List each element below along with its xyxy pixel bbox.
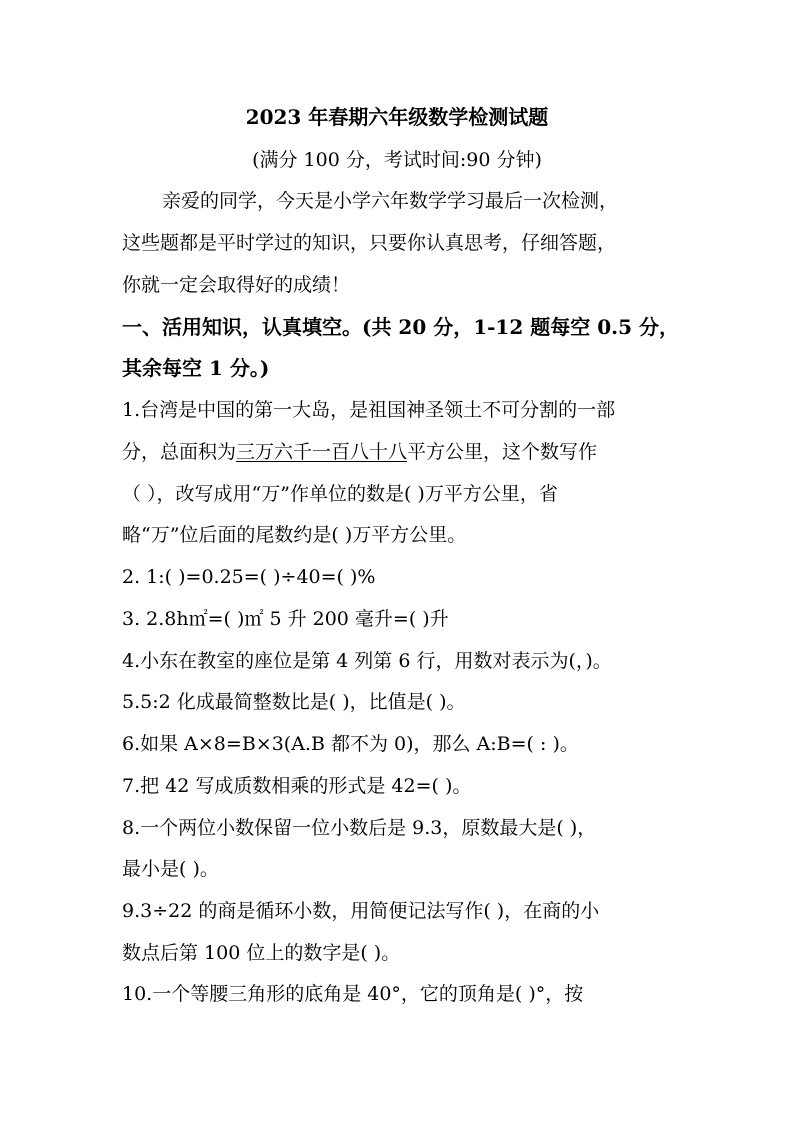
question-3: 3. 2.8h㎡=( )㎡ 5 升 200 毫升=( )升 bbox=[122, 608, 449, 630]
question-1-line-1: 1.台湾是中国的第一大岛，是祖国神圣领土不可分割的一部 bbox=[122, 399, 616, 421]
question-1-line-3: （ ），改写成用“万”作单位的数是( )万平方公里，省 bbox=[122, 483, 558, 505]
question-1-line-2-post: 平方公里，这个数写作 bbox=[407, 441, 598, 463]
question-6: 6.如果 A×8=B×3(A.B 都不为 0)，那么 A:B=( : )。 bbox=[122, 733, 579, 755]
exam-title: 2023 年春期六年级数学检测试题 bbox=[245, 105, 549, 129]
question-2: 2. 1:( )=0.25=( )÷40=( )% bbox=[122, 566, 376, 588]
question-8-line-1: 8.一个两位小数保留一位小数后是 9.3，原数最大是( )， bbox=[122, 817, 597, 839]
question-1-underlined-number: 三万六千一百八十八 bbox=[236, 441, 408, 463]
section1-heading-line-1: 一、活用知识，认真填空。(共 20 分，1-12 题每空 0.5 分， bbox=[122, 315, 679, 339]
exam-subtitle: (满分 100 分，考试时间:90 分钟) bbox=[252, 149, 542, 171]
question-1-line-2 bbox=[122, 440, 682, 464]
question-1-line-2-pre: 分，总面积为 bbox=[122, 441, 237, 463]
intro-line-1: 亲爱的同学，今天是小学六年数学学习最后一次检测， bbox=[162, 190, 619, 212]
question-1-line-4: 略“万”位后面的尾数约是( )万平方公里。 bbox=[122, 524, 467, 546]
question-8-line-2: 最小是( )。 bbox=[122, 858, 219, 880]
question-7: 7.把 42 写成质数相乘的形式是 42=( )。 bbox=[122, 775, 472, 797]
intro-line-2: 这些题都是平时学过的知识，只要你认真思考，仔细答题， bbox=[122, 232, 617, 254]
question-5: 5.5:2 化成最简整数比是( )，比值是( )。 bbox=[122, 691, 466, 713]
section1-heading-line-2: 其余每空 1 分。) bbox=[122, 356, 270, 380]
question-10-line-1: 10.一个等腰三角形的底角是 40°，它的顶角是( )°，按 bbox=[122, 983, 584, 1005]
question-4: 4.小东在教室的座位是第 4 列第 6 行，用数对表示为(，)。 bbox=[122, 650, 612, 672]
question-9-line-2: 数点后第 100 位上的数字是( )。 bbox=[122, 942, 401, 964]
question-9-line-1: 9.3÷22 的商是循环小数，用简便记法写作( )，在商的小 bbox=[122, 900, 600, 922]
intro-line-3: 你就一定会取得好的成绩！ bbox=[122, 274, 351, 296]
